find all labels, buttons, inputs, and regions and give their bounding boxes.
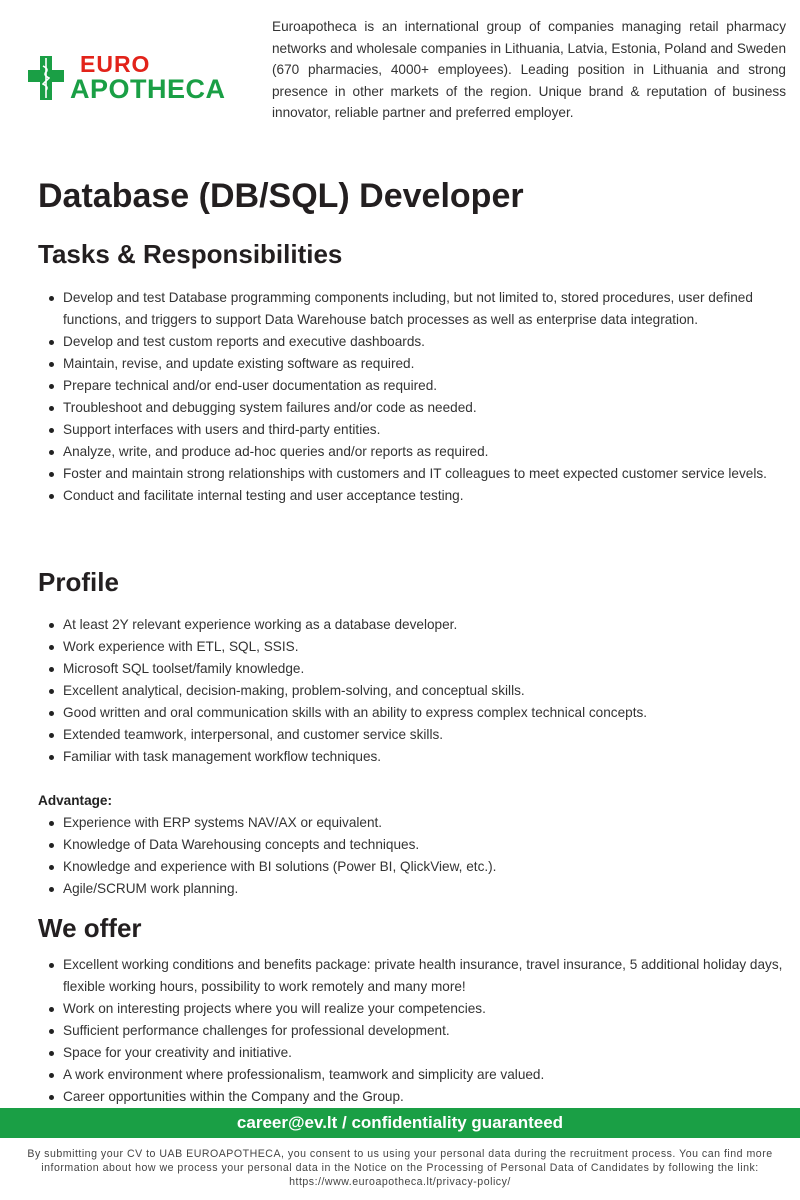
list-item: Excellent working conditions and benefits package: private health insurance, travel insurance, 5 additional holiday days, flexible working hours, possibility to work remotely and many more!: [38, 954, 790, 998]
list-item: A work environment where professionalism, teamwork and simplicity are valued.: [38, 1064, 790, 1086]
job-title: Database (DB/SQL) Developer: [38, 177, 524, 215]
list-item: Extended teamwork, interpersonal, and customer service skills.: [38, 724, 788, 746]
list-item: Sufficient performance challenges for professional development.: [38, 1020, 790, 1042]
company-intro: Euroapotheca is an international group of companies managing retail pharmacy networks and wholesale companies in Lithuania, Latvia, Estonia, Poland and Sweden (670 pharmacies, 4000+ employees). Leading position in Lithuania and strong presence in other markets of the region. Unique brand & reputation of business innovator, reliable partner and preferred employer.: [272, 19, 786, 121]
profile-heading: Profile: [38, 567, 119, 597]
list-item: Develop and test custom reports and executive dashboards.: [38, 331, 773, 353]
tasks-list: [38, 287, 773, 507]
list-item: Conduct and facilitate internal testing and user acceptance testing.: [38, 485, 773, 507]
advantage-list: [38, 812, 788, 900]
contact-bar: [0, 1108, 800, 1138]
list-item: Support interfaces with users and third-party entities.: [38, 419, 773, 441]
logo-apotheca-text: APOTHECA: [70, 74, 226, 104]
list-item: Familiar with task management workflow techniques.: [38, 746, 788, 768]
advantage-label: Advantage:: [38, 793, 113, 808]
list-item: Prepare technical and/or end-user documentation as required.: [38, 375, 773, 397]
contact-email-link[interactable]: career@ev.lt / confidentiality guaranteed: [236, 1113, 564, 1132]
list-item: Develop and test Database programming components including, but not limited to, stored procedures, user defined functions, and triggers to support Data Warehouse batch processes as well as enterprise data integration.: [38, 287, 773, 331]
list-item: Agile/SCRUM work planning.: [38, 878, 788, 900]
list-item: Maintain, revise, and update existing software as required.: [38, 353, 773, 375]
profile-list: [38, 614, 788, 768]
snake-icon: [42, 58, 50, 98]
list-item: Career opportunities within the Company and the Group.: [38, 1086, 790, 1108]
list-item: Work on interesting projects where you will realize your competencies.: [38, 998, 790, 1020]
list-item: Experience with ERP systems NAV/AX or equivalent.: [38, 812, 788, 834]
list-item: Analyze, write, and produce ad-hoc queries and/or reports as required.: [38, 441, 773, 463]
list-item: Space for your creativity and initiative.: [38, 1042, 790, 1064]
offer-heading: We offer: [38, 913, 142, 943]
pharmacy-cross-icon: [28, 56, 64, 100]
privacy-disclaimer: By submitting your CV to UAB EUROAPOTHECA, you consent to us using your personal data during the recruitment process. You can find more information about how we process your personal data in the Notice on the Processing of Personal Data of Candidates by following the link: https://www.euroapotheca.lt/privacy-policy/: [27, 1148, 773, 1188]
list-item: Troubleshoot and debugging system failures and/or code as needed.: [38, 397, 773, 419]
offer-list: [38, 954, 790, 1108]
logo-euro-text: EURO: [80, 51, 151, 77]
tasks-heading: Tasks & Responsibilities: [38, 239, 343, 269]
list-item: Foster and maintain strong relationships with customers and IT colleagues to meet expected customer service levels.: [38, 463, 773, 485]
list-item: Knowledge and experience with BI solutions (Power BI, QlickView, etc.).: [38, 856, 788, 878]
list-item: Good written and oral communication skills with an ability to express complex technical concepts.: [38, 702, 788, 724]
list-item: Microsoft SQL toolset/family knowledge.: [38, 658, 788, 680]
list-item: Excellent analytical, decision-making, problem-solving, and conceptual skills.: [38, 680, 788, 702]
euroapotheca-logo: [28, 52, 248, 104]
list-item: Work experience with ETL, SQL, SSIS.: [38, 636, 788, 658]
list-item: Knowledge of Data Warehousing concepts and techniques.: [38, 834, 788, 856]
list-item: At least 2Y relevant experience working as a database developer.: [38, 614, 788, 636]
